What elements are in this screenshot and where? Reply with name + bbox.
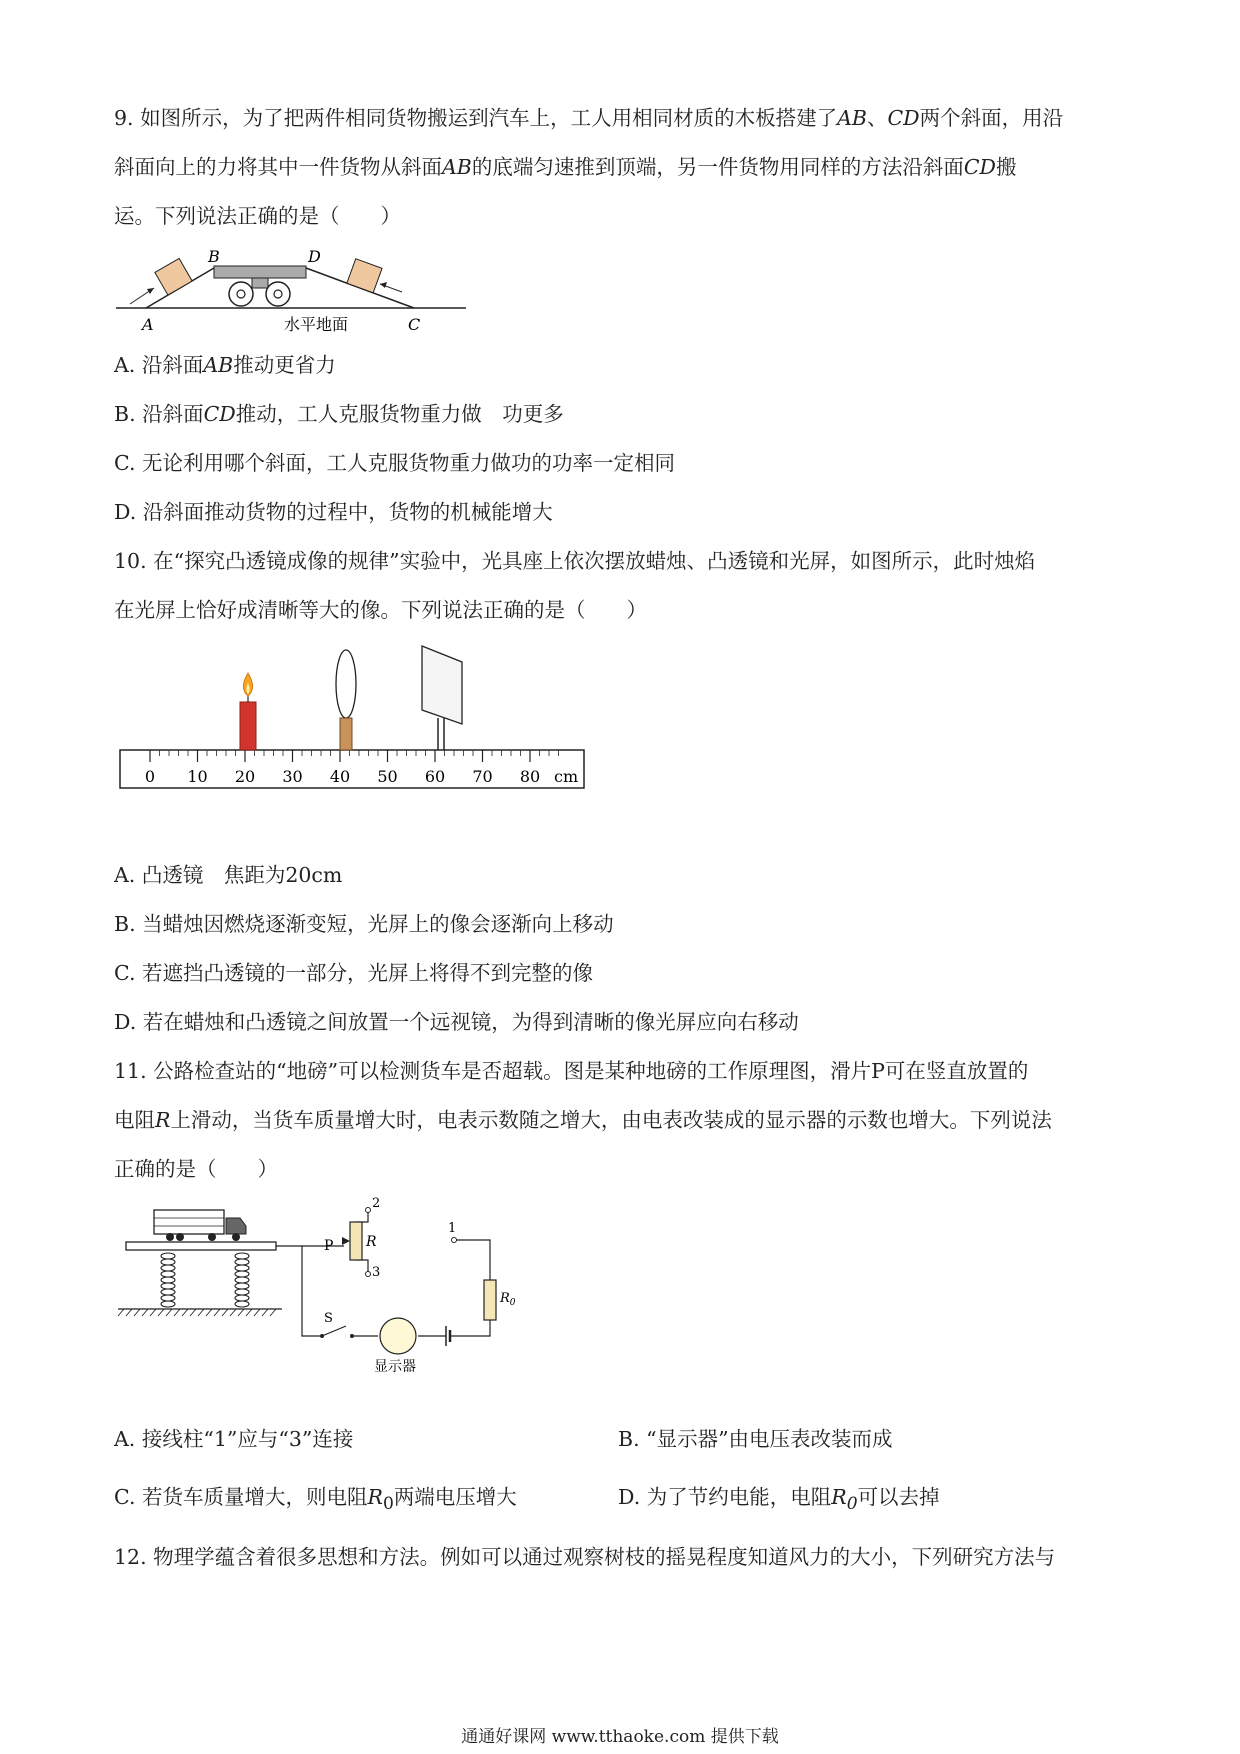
label-display: 显示器 — [374, 1359, 416, 1375]
ruler-tick-label: 10 — [187, 767, 208, 786]
rheostat-r — [350, 1222, 362, 1260]
ruler-tick-label: 40 — [329, 767, 351, 786]
q10-option-a: A. 凸透镜 焦距为20cm — [114, 863, 343, 887]
q11-option-a: A. 接线柱“1”应与“3”连接 — [114, 1427, 354, 1451]
ruler-unit: cm — [554, 767, 579, 786]
label-d: D — [308, 247, 321, 266]
q9-stem-line3: 运。下列说法正确的是（ ） — [114, 204, 401, 228]
q11-stem-line2: 电阻R上滑动，当货车质量增大时，电表示数随之增大，由电表改装成的显示器的示数也增大。下列说法 — [114, 1108, 1052, 1132]
q11-stem-line1: 11. 公路检查站的“地磅”可以检测货车是否超载。图是某种地磅的工作原理图，滑片P可在竖直放置的 — [114, 1059, 1029, 1083]
truck-icon — [154, 1210, 246, 1241]
convex-lens — [336, 650, 356, 750]
label-p: P — [324, 1238, 334, 1254]
display-meter — [380, 1318, 416, 1354]
cargo-box-cd — [347, 259, 382, 293]
q9-option-a: A. 沿斜面AB推动更省力 — [114, 353, 336, 377]
ruler-tick-label: 30 — [282, 767, 303, 786]
q10-optical-bench-figure — [118, 640, 588, 790]
ruler-tick-label: 20 — [234, 767, 256, 786]
q9-stem-line1: 9. 如图所示，为了把两件相同货物搬运到汽车上，工人用相同材质的木板搭建了AB、CD两个斜面，用沿 — [114, 106, 1064, 130]
q11-option-c: C. 若货车质量增大，则电阻$R_0$两端电压增大 — [114, 1485, 517, 1515]
label-s: S — [324, 1311, 333, 1326]
q10-stem-line2: 在光屏上恰好成清晰等大的像。下列说法正确的是（ ） — [114, 598, 647, 622]
q10-option-b: B. 当蜡烛因燃烧逐渐变短，光屏上的像会逐渐向上移动 — [114, 912, 614, 936]
switch-s — [322, 1326, 346, 1336]
platform — [126, 1242, 276, 1250]
q10-option-c: C. 若遮挡凸透镜的一部分，光屏上将得不到完整的像 — [114, 961, 593, 985]
label-r0: $R_0$ — [500, 1291, 516, 1308]
ruler-tick-label: 70 — [472, 767, 493, 786]
label-terminal-1: 1 — [448, 1221, 457, 1236]
light-screen — [422, 646, 462, 750]
q10-stem-line1: 10. 在“探究凸透镜成像的规律”实验中，光具座上依次摆放蜡烛、凸透镜和光屏，如图所示，此时烛焰 — [114, 549, 1036, 573]
label-ground: 水平地面 — [284, 315, 349, 334]
q11-option-b: B. “显示器”由电压表改装而成 — [618, 1427, 893, 1451]
ruler-tick-label: 80 — [519, 767, 541, 786]
q11-weighbridge-circuit — [116, 1196, 536, 1376]
q12-stem-line1: 12. 物理学蕴含着很多思想和方法。例如可以通过观察树枝的摇晃程度知道风力的大小，下列研究方法与 — [114, 1545, 1056, 1569]
resistor-r0 — [484, 1280, 496, 1320]
q9-stem-line2: 斜面向上的力将其中一件货物从斜面AB的底端匀速推到顶端，另一件货物用同样的方法沿斜面CD搬 — [114, 155, 1017, 179]
label-terminal-2: 2 — [372, 1196, 381, 1211]
spring-left — [161, 1253, 175, 1307]
q10-option-d: D. 若在蜡烛和凸透镜之间放置一个远视镜，为得到清晰的像光屏应向右移动 — [114, 1010, 799, 1034]
q9-incline-figure — [112, 242, 472, 334]
candle — [240, 673, 256, 750]
label-terminal-3: 3 — [372, 1265, 381, 1280]
label-b: B — [208, 247, 220, 266]
spring-right — [235, 1253, 249, 1307]
label-a: A — [142, 315, 154, 334]
q9-option-d: D. 沿斜面推动货物的过程中，货物的机械能增大 — [114, 500, 553, 524]
q11-stem-line3: 正确的是（ ） — [114, 1157, 278, 1181]
page-footer: 通通好课网 www.tthaoke.com 提供下载 — [461, 1727, 779, 1747]
q9-option-c: C. 无论利用哪个斜面，工人克服货物重力做功的功率一定相同 — [114, 451, 675, 475]
slider-p — [342, 1237, 350, 1245]
label-r: R — [366, 1234, 377, 1250]
q11-option-d: D. 为了节约电能，电阻$R_0$可以去掉 — [618, 1485, 940, 1515]
ruler-tick-label: 0 — [144, 767, 156, 786]
q9-option-b: B. 沿斜面CD推动，工人克服货物重力做 功更多 — [114, 402, 564, 426]
ruler-tick-label: 60 — [424, 767, 446, 786]
cargo-box-ab — [155, 258, 192, 295]
label-c: C — [408, 315, 421, 334]
ruler-tick-label: 50 — [377, 767, 398, 786]
